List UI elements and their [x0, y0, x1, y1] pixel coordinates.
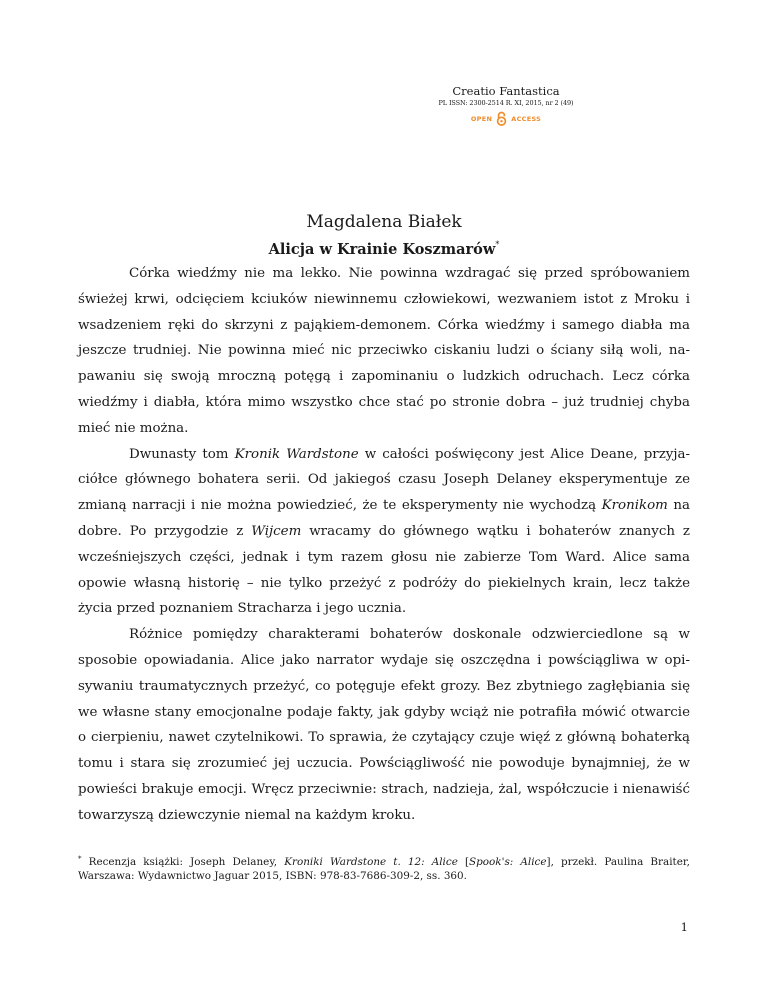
page-number: 1: [680, 920, 688, 934]
author-name: Magdalena Białek: [306, 212, 462, 232]
body-paragraph: [78, 622, 690, 828]
body-paragraph: [78, 442, 690, 623]
text-run: wracamy do głównego wątku i bohaterów znanych z wcześniejszych części, jednak i tym razem głosu nie zabierze Tom Ward. Alice sama opowie własną historię – nie tylko przeżyć z podróży do piekielnych krain, lecz także życia przed poznaniem Stracharza i jego ucznia.: [78, 523, 690, 617]
article-title: [0, 236, 768, 259]
text-run: w całości poświęcony jest Alice Deane, przyjaciółce głównego bohatera serii. Od jakiegoś czasu Joseph Delaney eksperymentuje ze zmianą narracji i nie można powiedzieć, że te eksperymenty nie wychodzą: [78, 446, 690, 514]
text-run: Dwunasty tom: [129, 446, 235, 462]
article-body: [78, 261, 690, 829]
title-footnote-marker: *: [495, 240, 500, 249]
body-paragraph: [78, 261, 690, 442]
text-run: Córka wiedźmy nie ma lekko. Nie powinna wzdragać się przed spróbowaniem świeżej krwi, odcięciem kciuków niewinnemu człowiekowi, wezwaniem istot z Mroku i wsadzeniem ręki do skrzyni z pająkiem-demonem. Córka wiedźmy i samego diabła ma jeszcze trudniej. Nie powinna mieć nic przeciwko ciskaniu ludzi o ściany siłą woli, napawaniu się swoją mroczną potęgą i zapominaniu o ludzkich odruchach. Lecz córka wiedźmy i diabła, która mimo wszystko chce stać po stronie dobra – już trudniej chyba mieć nie można.: [78, 266, 690, 436]
title-text: Alicja w Krainie Koszmarów: [268, 241, 496, 258]
italic-title-text: Kronik Wardstone: [234, 446, 359, 462]
open-access-lock-icon: [496, 111, 507, 126]
journal-header: [396, 84, 616, 126]
journal-name: Creatio Fantastica: [452, 84, 560, 98]
footnote-text: [78, 856, 690, 882]
text-run: ], przekł. Paulina Braiter, Warszawa: Wydawnictwo Jaguar 2015, ISBN: 978-83-7686-309-2, ss. 360.: [78, 856, 690, 882]
open-access-left: OPEN: [470, 114, 493, 123]
italic-title-text: Wijcem: [251, 523, 302, 539]
open-access-badge: [396, 111, 616, 126]
text-run: na dobre. Po przygodzie z: [78, 498, 690, 539]
text-run: Różnice pomiędzy charakterami bohaterów doskonale odzwierciedlone są w sposobie opowiadania. Alice jako narrator wydaje się oszczędna i powściągliwa w opisywaniu traumatycznych przeżyć, co potęguje efekt grozy. Bez zbytniego zagłębiania się we własne stany emocjonalne podaje fakty, jak gdyby wciąż nie potrafiła mówić otwarcie o cierpieniu, nawet czytelnikowi. To sprawia, że czytający czuje więź z główną bohaterką tomu i stara się zrozumieć jej uczucia. Powściągliwość nie powoduje bynajmniej, że w powieści brakuje emocji. Wręcz przeciwnie: strach, nadzieja, żal, współczucie i nienawiść towarzyszą dziewczynie niemal na każdym kroku.: [78, 627, 690, 823]
footnote: [78, 852, 690, 883]
italic-title-text: Kroniki Wardstone t. 12: Alice: [284, 856, 458, 868]
footnote-marker: *: [78, 855, 82, 863]
italic-title-text: Kronikom: [601, 498, 668, 514]
italic-title-text: Spook's: Alice: [469, 856, 547, 868]
open-access-right: ACCESS: [511, 114, 542, 123]
text-run: [: [457, 856, 470, 868]
issn-line: PL ISSN: 2300-2514 R. XI, 2015, nr 2 (49): [438, 99, 574, 107]
text-run: Recenzja książki: Joseph Delaney,: [81, 856, 285, 868]
